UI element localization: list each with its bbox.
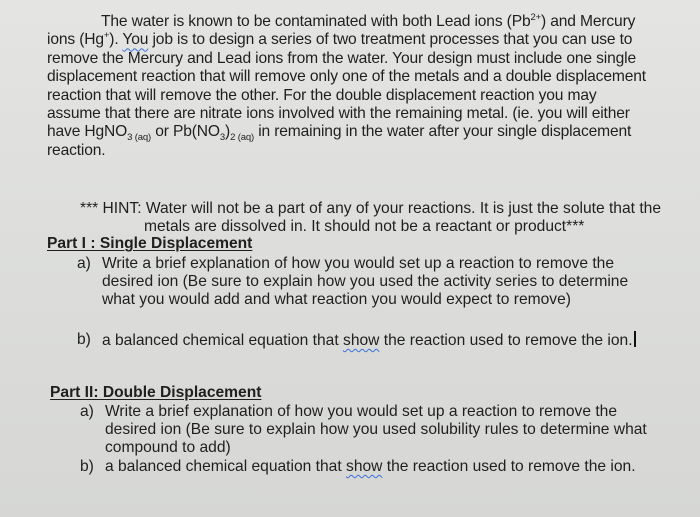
intro-line-5: reaction that will remove the other. For the double displacement reaction you may — [47, 86, 597, 104]
hint-line-1: *** HINT: Water will not be a part of any of your reactions. It is just the solute that the — [80, 200, 661, 217]
lead-charge: 2+ — [530, 11, 542, 23]
part-2-item-b-text: a balanced chemical equation that — [105, 458, 347, 475]
part-1-item-b-text: a balanced chemical equation that — [102, 332, 344, 349]
spellcheck-word-show[interactable]: show — [343, 332, 380, 349]
part-2-item-a — [80, 403, 690, 463]
intro-line-6: assume that there are nitrate ions involved with the remaining metal. (ie. you will either — [47, 105, 630, 123]
intro-line-8: reaction. — [47, 141, 106, 159]
spellcheck-word-you[interactable]: You — [122, 31, 149, 49]
text-cursor — [634, 331, 636, 347]
part-2-item-a-line-3: compound to add) — [105, 439, 231, 457]
part-2-item-b — [80, 458, 690, 480]
part-1-item-a — [77, 255, 687, 315]
hint-line-2: metals are dissolved in. It should not be a reactant or product*** — [144, 218, 585, 235]
intro-line-3: remove the Mercury and Lead ions from the water. Your design must include one single — [47, 49, 636, 67]
mercury-charge: + — [103, 30, 110, 42]
spellcheck-word-show-2[interactable]: show — [346, 458, 383, 475]
part-1-heading: Part I : Single Displacement — [47, 235, 253, 252]
part-1-item-a-line-2: desired ion (Be sure to explain how you used the activity series to determine — [102, 273, 629, 291]
part-2-item-b-marker: b) — [80, 458, 94, 475]
part-1-item-b — [77, 331, 687, 353]
hint-note — [80, 200, 680, 236]
part-1-item-b-marker: b) — [77, 331, 91, 348]
part-1-item-a-marker: a) — [77, 255, 91, 272]
intro-line-2: ions (Hg+). You job is to design a series of two treatment processes that you can use to — [47, 30, 633, 49]
part-1-item-b-text-end: the reaction used to remove the ion. — [379, 332, 633, 349]
intro-line-4: displacement reaction that will remove only one of the metals and a double displacement — [47, 68, 646, 86]
part-2-heading: Part II: Double Displacement — [50, 384, 262, 401]
intro-paragraph — [47, 13, 693, 160]
part-1-item-a-line-3: what you would add and what reaction you would expect to remove) — [102, 291, 571, 309]
part-2-item-b-text-end: the reaction used to remove the ion. — [382, 458, 636, 475]
part-2-item-a-marker: a) — [80, 403, 94, 420]
intro-line-7: have HgNO$_3$ $_{(aq)}$ or $Pb(NO_3)_2$ $_{(aq)}$ in remaining in the water after your single displacement — [47, 123, 632, 144]
intro-line-1: The water is known to be contaminated with both Lead ions $(Pb^{2+})$ and Mercury — [101, 11, 636, 30]
part-1-item-a-line-1: Write a brief explanation of how you would set up a reaction to remove the — [102, 255, 614, 272]
part-2-item-a-line-2: desired ion (Be sure to explain how you used solubility rules to determine what — [105, 421, 647, 439]
part-2-item-a-line-1: Write a brief explanation of how you would set up a reaction to remove the — [105, 403, 617, 420]
